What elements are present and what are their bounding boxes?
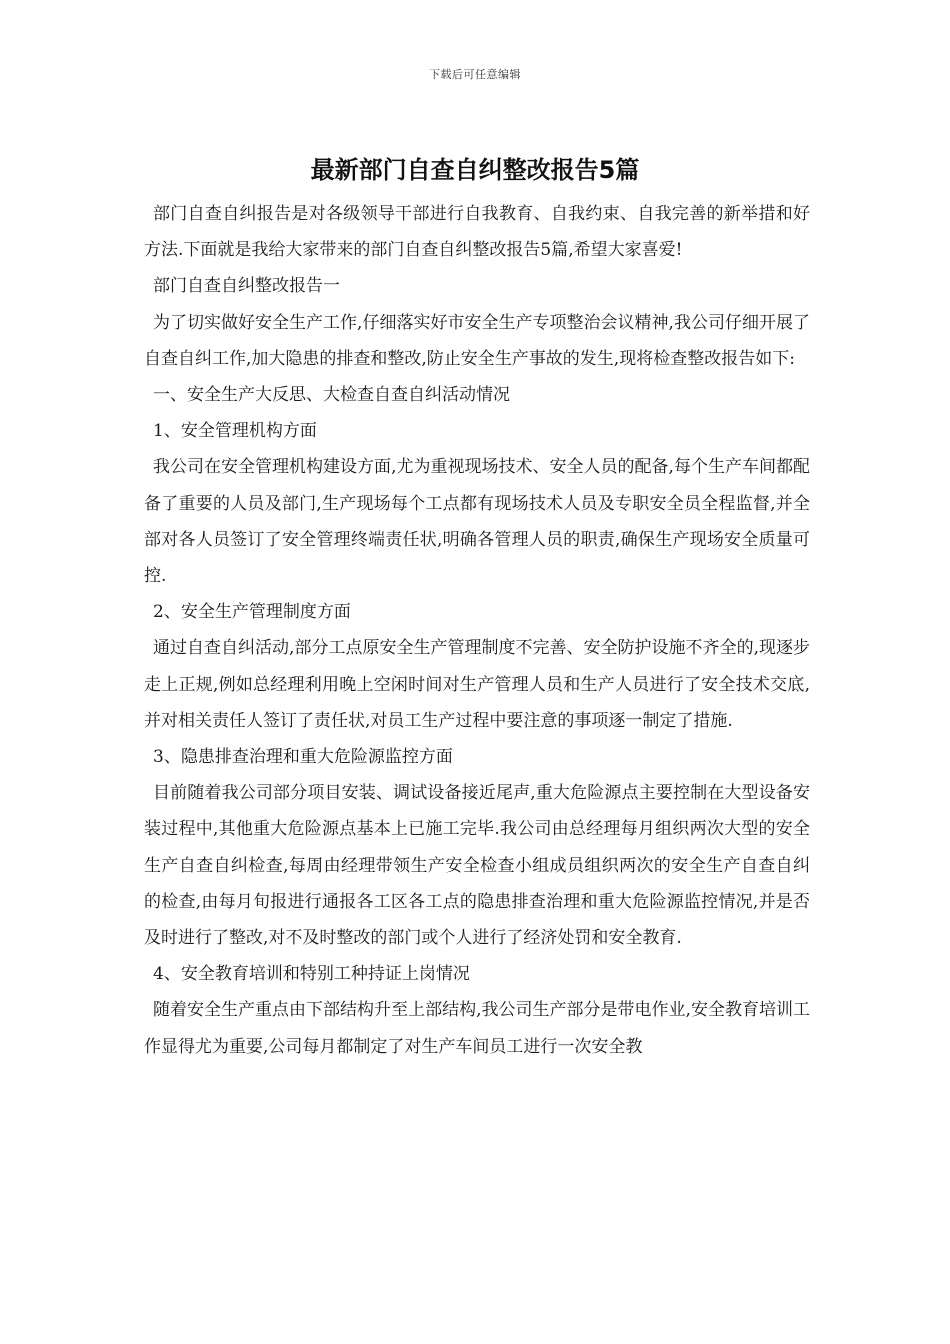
header-note: 下载后可任意编辑 (429, 68, 521, 81)
subheading-3: 3、隐患排查治理和重大危险源监控方面 (153, 747, 453, 768)
paragraph-2: 通过自查自纠活动,部分工点原安全生产管理制度不完善、安全防护设施不齐全的,现逐步走上正规,例如总经理利用晚上空闲时间对生产管理人员和生产人员进行了安全技术交底,并对相关责任人签订了责任状,对员工生产过程中要注意的事项逐一制定了措施. (144, 638, 810, 731)
document-body (144, 196, 810, 1065)
subheading-1: 1、安全管理机构方面 (153, 421, 317, 442)
paragraph-4: 随着安全生产重点由下部结构升至上部结构,我公司生产部分是带电作业,安全教育培训工作显得尤为重要,公司每月都制定了对生产车间员工进行一次安全教 (144, 1000, 810, 1057)
paragraph-3: 目前随着我公司部分项目安装、调试设备接近尾声,重大危险源点主要控制在大型设备安装过程中,其他重大危险源点基本上已施工完毕.我公司由总经理每月组织两次大型的安全生产自查自纠检查,每周由经理带领生产安全检查小组成员组织两次的安全生产自查自纠的检查,由每月旬报进行通报各工区各工点的隐患排查治理和重大危险源监控情况,并是否及时进行了整改,对不及时整改的部门或个人进行了经济处罚和安全教育. (144, 783, 810, 949)
paragraph-1: 我公司在安全管理机构建设方面,尤为重视现场技术、安全人员的配备,每个生产车间都配备了重要的人员及部门,生产现场每个工点都有现场技术人员及专职安全员全程监督,并全部对各人员签订了安全管理终端责任状,明确各管理人员的职责,确保生产现场安全质量可控. (144, 457, 810, 587)
document-title: 最新部门自查自纠整改报告5篇 (310, 156, 640, 184)
section-heading-report-one: 部门自查自纠整改报告一 (153, 276, 340, 297)
paragraph-preface: 为了切实做好安全生产工作,仔细落实好市安全生产专项整治会议精神,我公司仔细开展了自查自纠工作,加大隐患的排查和整改,防止安全生产事故的发生,现将检查整改报告如下: (144, 312, 810, 369)
section-heading-1: 一、安全生产大反思、大检查自查自纠活动情况 (153, 385, 510, 406)
paragraph-intro: 部门自查自纠报告是对各级领导干部进行自我教育、自我约束、自我完善的新举措和好方法.下面就是我给大家带来的部门自查自纠整改报告5篇,希望大家喜爱! (144, 204, 810, 261)
subheading-4: 4、安全教育培训和特别工种持证上岗情况 (153, 964, 470, 985)
subheading-2: 2、安全生产管理制度方面 (153, 602, 351, 623)
